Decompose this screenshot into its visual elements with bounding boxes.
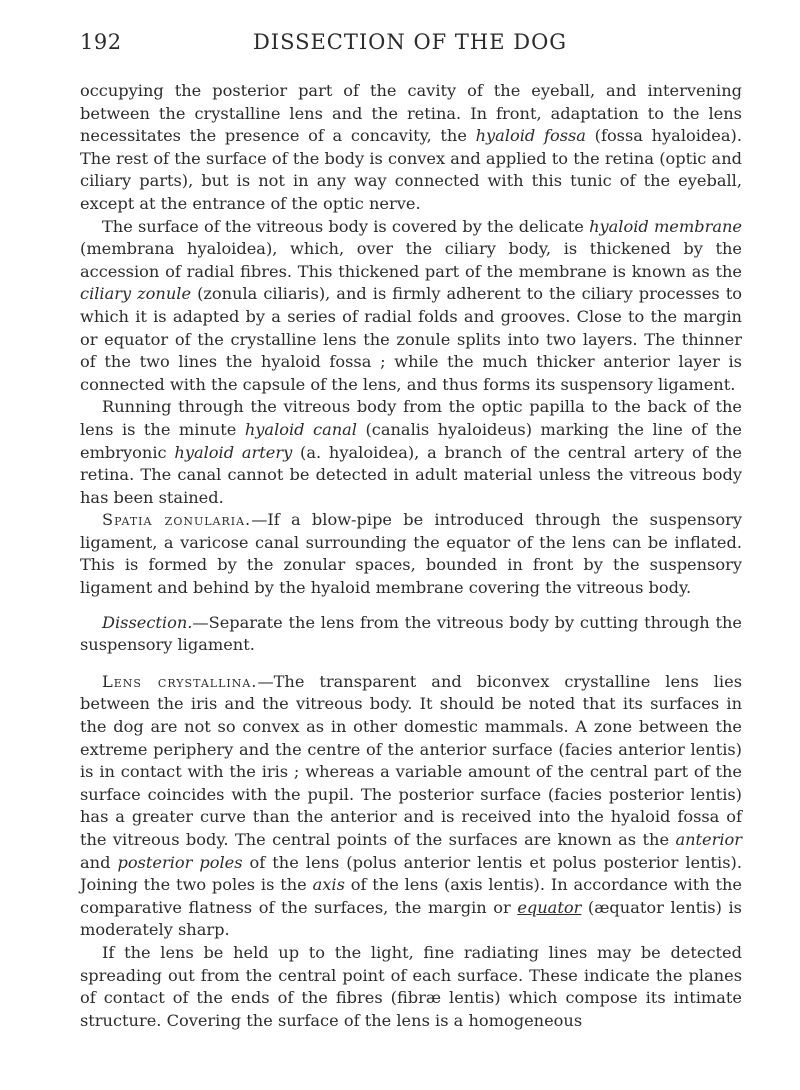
text-run: —If a blow-pipe be introduced through the suspensory ligament, a varicose canal surrounding the equator of the lens can be inflated. This is formed by the zonular spaces, bounded in front by the suspensory ligament and behind by the hyaloid membrane covering the vitreous body. (80, 510, 742, 598)
text-run: occupying the posterior part of the cavity of the eyeball, and intervening between the crystalline lens and the retina. In front, adaptation to the lens necessitates the presence of a concavity, the (80, 81, 742, 146)
paragraph-hyaloid-canal (80, 396, 742, 509)
heading-dissection: Dissection. (102, 612, 193, 632)
text-run: If the lens be held up to the light, fine radiating lines may be detected spreading out from the central point of each surface. These indicate the planes of contact of the ends of the fibres (fibræ lentis) which compose its intimate structure. Covering the surface of the lens is a homogeneous (80, 942, 742, 1030)
term-anterior: anterior (675, 830, 742, 849)
text-run: of the lens (axis lentis). In accordance with the comparative flatness of the surfaces, the margin or (80, 875, 742, 917)
paragraph-spatia-zonularia (80, 509, 742, 599)
term-equator: equator (517, 897, 582, 917)
text-run: Running through the vitreous body from the optic papilla to the back of the lens is the minute (80, 397, 742, 439)
text-run: —The transparent and biconvex crystalline lens lies between the iris and the vitreous body. It should be noted that its surfaces in the dog are not so convex as in other domestic mammals. A zone between the extreme periphery and the centre of the anterior surface (facies anterior lentis) is in contact with the iris ; whereas a variable amount of the central part of the surface coincides with the pupil. The posterior surface (facies posterior lentis) has a greater curve than the anterior and is received into the hyaloid fossa of the vitreous body. The central points of the surfaces are known as the (80, 671, 742, 849)
text-run: —Separate the lens from the vitreous body by cutting through the suspensory ligament. (80, 612, 742, 655)
term-hyaloid-membrane: hyaloid membrane (589, 216, 742, 236)
paragraph-lens-crystallina (80, 671, 742, 942)
term-hyaloid-fossa: hyaloid fossa (475, 126, 586, 146)
paragraph-hyaloid-membrane (80, 216, 742, 397)
paragraph-lens-fibres (80, 942, 742, 1032)
term-ciliary-zonule: ciliary zonule (80, 284, 192, 304)
page-number: 192 (80, 30, 122, 54)
text-run: (æquator lentis) is moderately sharp. (80, 897, 742, 940)
body-text (80, 80, 742, 1032)
text-run: (canalis hyaloideus) marking the line of the embryonic (80, 419, 743, 462)
paragraph-dissection (80, 612, 742, 657)
text-run: The surface of the vitreous body is covered by the delicate (102, 216, 590, 236)
text-run: (fossa hyaloidea). The rest of the surface of the body is convex and applied to the retina (optic and ciliary parts), but is not in any way connected with this tunic of the eyeball, except at the entrance of the optic nerve. (80, 126, 742, 213)
term-axis: axis (312, 875, 345, 895)
running-title: DISSECTION OF THE DOG (252, 30, 568, 54)
term-hyaloid-canal: hyaloid canal (244, 419, 357, 439)
text-run: (membrana hyaloidea), which, over the ciliary body, is thickened by the accession of radial fibres. This thickened part of the membrane is known as the (80, 239, 742, 281)
page-header (80, 30, 740, 60)
text-run: (a. hyaloidea), a branch of the central artery of the retina. The canal cannot be detected in adult material unless the vitreous body has been stained. (80, 442, 742, 507)
heading-spatia-zonularia: Spatia zonularia. (102, 510, 252, 530)
text-run: and (80, 852, 118, 872)
term-hyaloid-artery: hyaloid artery (174, 442, 293, 462)
paragraph-vitreous-body (80, 80, 742, 216)
term-posterior-poles: posterior poles (117, 852, 243, 872)
heading-lens-crystallina: Lens crystallina. (102, 671, 258, 691)
text-run: of the lens (polus anterior lentis et polus posterior lentis). Joining the two poles is the (80, 852, 743, 895)
text-run: (zonula ciliaris), and is firmly adherent to the ciliary processes to which it is adapted by a series of radial folds and grooves. Close to the margin or equator of the crystalline lens the zonule splits into two layers. The thinner of the two lines the hyaloid fossa ; while the much thicker anterior layer is connected with the capsule of the lens, and thus forms its suspensory ligament. (80, 284, 742, 394)
